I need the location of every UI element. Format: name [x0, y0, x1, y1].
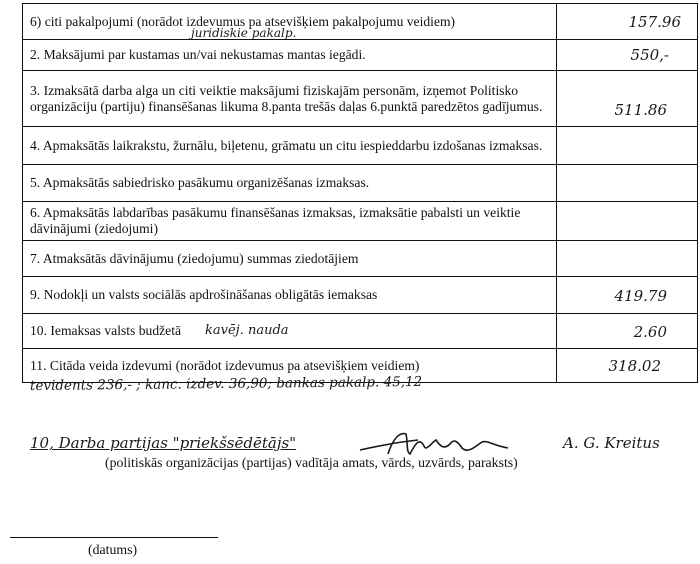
row-label-text: 7. Atmaksātās dāvinājumu (ziedojumu) summas ziedotājiem — [30, 250, 359, 266]
row-value-cell — [556, 314, 697, 349]
row-label-text: 11. Citāda veida izdevumi (norādot izdevumus pa atsevišķiem veidiem) — [30, 357, 420, 373]
row-label-text: 2. Maksājumi par kustamas un/vai nekustamas mantas iegādi. — [30, 47, 366, 62]
row-value-cell — [556, 202, 697, 241]
row-value-cell — [556, 40, 697, 71]
table-row — [23, 314, 698, 349]
row-value: 2.60 — [633, 323, 667, 341]
row-value: 157.96 — [628, 13, 681, 31]
table-row — [23, 4, 698, 40]
row-label-salaries — [23, 71, 557, 127]
table-row — [23, 71, 698, 127]
row-value-cell — [556, 71, 697, 127]
row-label-text: 6. Apmaksātās labdarības pasākumu finansēšanas izmaksas, izmaksātie pabalsti un veiktie dāvinājumi (ziedojumi) — [30, 205, 521, 236]
handwritten-note-late-fee: kavēj. nauda — [205, 323, 289, 338]
signatory-position: 10, Darba partijas "priekšsēdētājs" — [30, 434, 297, 452]
handwritten-note-legal-services: juridiskie pakalp. — [191, 26, 297, 40]
row-label-text: 3. Izmaksātā darba alga un citi veiktie maksājumi fiziskajām personām, izņemot Politisko organizāciju (partiju) finansēšanas likuma 8.panta trešās daļas 6.punktā paredzētos gadījumus. — [30, 82, 543, 114]
row-value-cell — [556, 4, 697, 40]
signature-caption: (politiskās organizācijas (partijas) vadītāja amats, vārds, uzvārds, paraksts) — [105, 455, 518, 470]
row-value-cell — [556, 127, 697, 165]
table-row — [23, 40, 698, 71]
row-label-text: 6) citi pakalpojumi (norādot izdevumus pa atsevišķiem pakalpojumu veidiem) — [30, 13, 456, 29]
row-label-publications — [23, 127, 557, 165]
row-label-taxes — [23, 277, 557, 314]
row-label-state-budget — [23, 314, 557, 349]
other-expenses-breakdown-note: tevidents 236,- ; kanc. izdev. 36,90; bankas pakalp. 45,12 — [29, 373, 423, 395]
row-value: 550,- — [630, 46, 669, 64]
table-row — [23, 277, 698, 314]
expenses-table — [22, 3, 698, 383]
row-label-text: 9. Nodokļi un valsts sociālās apdrošināšanas obligātās iemaksas — [30, 287, 378, 302]
table-row — [23, 165, 698, 202]
table-row — [23, 241, 698, 277]
row-label-charity — [23, 202, 557, 241]
date-caption: (datums) — [88, 542, 138, 557]
row-label-text: 10. Iemaksas valsts budžetā — [30, 323, 181, 338]
signatory-name: A. G. Kreitus — [563, 434, 660, 452]
row-label-property — [23, 40, 557, 71]
row-label-text: 5. Apmaksātās sabiedrisko pasākumu organizēšanas izmaksas. — [30, 175, 370, 190]
row-label-public-events — [23, 165, 557, 202]
row-value-cell — [556, 241, 697, 277]
row-label-services — [23, 4, 557, 40]
row-value: 419.79 — [614, 287, 667, 305]
row-value-cell — [556, 349, 697, 383]
date-line — [10, 537, 218, 538]
row-label-refunds — [23, 241, 557, 277]
table-row — [23, 202, 698, 241]
row-value: 318.02 — [608, 357, 661, 375]
row-value: 511.86 — [614, 101, 667, 119]
row-value-cell — [556, 165, 697, 202]
row-label-text: 4. Apmaksātās laikrakstu, žurnālu, biļetenu, grāmatu un citu iespieddarbu izdošanas izmaksas. — [30, 137, 543, 153]
row-value-cell — [556, 277, 697, 314]
table-row — [23, 127, 698, 165]
